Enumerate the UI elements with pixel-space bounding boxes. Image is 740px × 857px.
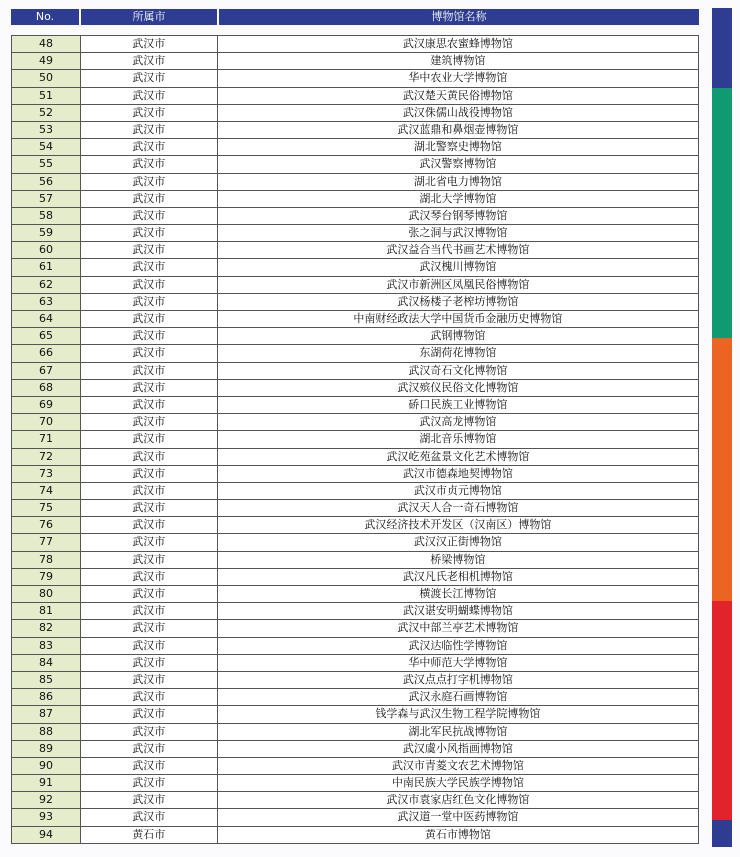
- cell-no: 58: [12, 208, 81, 225]
- table-row: [12, 620, 699, 637]
- table-row: [12, 534, 699, 551]
- cell-museum-name: 武汉槐川博物馆: [218, 259, 699, 276]
- cell-museum-name: 武汉蓝鼎和鼻烟壶博物馆: [218, 122, 699, 139]
- cell-no: 60: [12, 242, 81, 259]
- cell-no: 78: [12, 552, 81, 569]
- table-row: [12, 706, 699, 723]
- cell-museum-name: 武汉康思农蜜蜂博物馆: [218, 36, 699, 53]
- table-row: [12, 122, 699, 139]
- cell-city: 武汉市: [81, 225, 218, 242]
- table-row: [12, 603, 699, 620]
- cell-city: 武汉市: [81, 586, 218, 603]
- header-museum-name: 博物馆名称: [219, 9, 699, 25]
- cell-no: 79: [12, 569, 81, 586]
- table-row: [12, 689, 699, 706]
- decor-stripe-red: [712, 601, 732, 820]
- table-row: [12, 449, 699, 466]
- cell-museum-name: 武汉市新洲区凤凰民俗博物馆: [218, 277, 699, 294]
- cell-no: 72: [12, 449, 81, 466]
- cell-museum-name: 武汉杨楼子老榨坊博物馆: [218, 294, 699, 311]
- cell-no: 56: [12, 174, 81, 191]
- table-row: [12, 294, 699, 311]
- cell-museum-name: 武汉警察博物馆: [218, 156, 699, 173]
- cell-no: 66: [12, 345, 81, 362]
- cell-no: 75: [12, 500, 81, 517]
- cell-no: 64: [12, 311, 81, 328]
- table-row: [12, 586, 699, 603]
- cell-city: 武汉市: [81, 88, 218, 105]
- cell-city: 武汉市: [81, 380, 218, 397]
- table-row: [12, 552, 699, 569]
- table-row: [12, 208, 699, 225]
- table-row: [12, 638, 699, 655]
- cell-no: 68: [12, 380, 81, 397]
- cell-museum-name: 武汉市青菱文农艺术博物馆: [218, 758, 699, 775]
- cell-museum-name: 黄石市博物馆: [218, 827, 699, 844]
- table-row: [12, 672, 699, 689]
- cell-no: 51: [12, 88, 81, 105]
- cell-museum-name: 武汉益合当代书画艺术博物馆: [218, 242, 699, 259]
- cell-museum-name: 张之洞与武汉博物馆: [218, 225, 699, 242]
- cell-no: 49: [12, 53, 81, 70]
- cell-city: 武汉市: [81, 500, 218, 517]
- table-row: [12, 758, 699, 775]
- cell-museum-name: 武汉虞小风指画博物馆: [218, 741, 699, 758]
- cell-no: 59: [12, 225, 81, 242]
- decor-stripe-blue-top: [712, 8, 732, 88]
- cell-no: 57: [12, 191, 81, 208]
- cell-city: 武汉市: [81, 122, 218, 139]
- table-row: [12, 53, 699, 70]
- header-no: No.: [11, 9, 79, 25]
- cell-no: 93: [12, 809, 81, 826]
- cell-no: 77: [12, 534, 81, 551]
- cell-city: 武汉市: [81, 277, 218, 294]
- cell-no: 53: [12, 122, 81, 139]
- cell-no: 73: [12, 466, 81, 483]
- cell-museum-name: 武钢博物馆: [218, 328, 699, 345]
- table-row: [12, 225, 699, 242]
- cell-museum-name: 武汉谌安明蝴蝶博物馆: [218, 603, 699, 620]
- cell-city: 武汉市: [81, 689, 218, 706]
- cell-no: 48: [12, 36, 81, 53]
- cell-city: 武汉市: [81, 431, 218, 448]
- cell-city: 武汉市: [81, 758, 218, 775]
- table-row: [12, 741, 699, 758]
- cell-no: 71: [12, 431, 81, 448]
- cell-no: 69: [12, 397, 81, 414]
- cell-no: 86: [12, 689, 81, 706]
- cell-city: 武汉市: [81, 706, 218, 723]
- cell-city: 武汉市: [81, 311, 218, 328]
- cell-museum-name: 武汉凡氏老相机博物馆: [218, 569, 699, 586]
- cell-no: 62: [12, 277, 81, 294]
- cell-museum-name: 武汉市德森地契博物馆: [218, 466, 699, 483]
- table-row: [12, 156, 699, 173]
- table-row: [12, 414, 699, 431]
- table-row: [12, 70, 699, 87]
- cell-city: 黄石市: [81, 827, 218, 844]
- cell-city: 武汉市: [81, 397, 218, 414]
- cell-city: 武汉市: [81, 70, 218, 87]
- cell-city: 武汉市: [81, 809, 218, 826]
- cell-city: 武汉市: [81, 517, 218, 534]
- table-row: [12, 36, 699, 53]
- table-row: [12, 397, 699, 414]
- table-row: [12, 500, 699, 517]
- table-row: [12, 191, 699, 208]
- cell-city: 武汉市: [81, 156, 218, 173]
- cell-city: 武汉市: [81, 139, 218, 156]
- cell-city: 武汉市: [81, 483, 218, 500]
- cell-museum-name: 湖北音乐博物馆: [218, 431, 699, 448]
- cell-no: 94: [12, 827, 81, 844]
- cell-no: 83: [12, 638, 81, 655]
- cell-no: 81: [12, 603, 81, 620]
- cell-city: 武汉市: [81, 620, 218, 637]
- cell-museum-name: 湖北军民抗战博物馆: [218, 724, 699, 741]
- cell-museum-name: 中南民族大学民族学博物馆: [218, 775, 699, 792]
- cell-no: 74: [12, 483, 81, 500]
- cell-city: 武汉市: [81, 174, 218, 191]
- cell-museum-name: 武汉天人合一奇石博物馆: [218, 500, 699, 517]
- cell-museum-name: 武汉楚天黄民俗博物馆: [218, 88, 699, 105]
- cell-no: 61: [12, 259, 81, 276]
- cell-city: 武汉市: [81, 414, 218, 431]
- cell-no: 87: [12, 706, 81, 723]
- table-row: [12, 792, 699, 809]
- cell-no: 88: [12, 724, 81, 741]
- table-row: [12, 174, 699, 191]
- header-city: 所属市: [81, 9, 217, 25]
- cell-no: 82: [12, 620, 81, 637]
- cell-no: 67: [12, 363, 81, 380]
- table-row: [12, 517, 699, 534]
- table-row: [12, 242, 699, 259]
- cell-city: 武汉市: [81, 724, 218, 741]
- cell-museum-name: 武汉汉正街博物馆: [218, 534, 699, 551]
- cell-city: 武汉市: [81, 792, 218, 809]
- cell-museum-name: 湖北警察史博物馆: [218, 139, 699, 156]
- table-row: [12, 345, 699, 362]
- cell-museum-name: 横渡长江博物馆: [218, 586, 699, 603]
- table-header: [11, 9, 699, 25]
- cell-city: 武汉市: [81, 208, 218, 225]
- table-row: [12, 105, 699, 122]
- cell-museum-name: 东湖荷花博物馆: [218, 345, 699, 362]
- cell-museum-name: 钱学森与武汉生物工程学院博物馆: [218, 706, 699, 723]
- decor-stripe-blue-bottom: [712, 820, 732, 847]
- cell-city: 武汉市: [81, 655, 218, 672]
- cell-city: 武汉市: [81, 569, 218, 586]
- cell-museum-name: 武汉琴台钢琴博物馆: [218, 208, 699, 225]
- table-row: [12, 139, 699, 156]
- table-row: [12, 328, 699, 345]
- table-row: [12, 655, 699, 672]
- cell-museum-name: 武汉达临性学博物馆: [218, 638, 699, 655]
- cell-no: 76: [12, 517, 81, 534]
- cell-city: 武汉市: [81, 466, 218, 483]
- cell-city: 武汉市: [81, 638, 218, 655]
- cell-museum-name: 武汉奇石文化博物馆: [218, 363, 699, 380]
- cell-museum-name: 湖北大学博物馆: [218, 191, 699, 208]
- cell-city: 武汉市: [81, 345, 218, 362]
- cell-city: 武汉市: [81, 294, 218, 311]
- decor-stripe-orange: [712, 338, 732, 601]
- cell-museum-name: 华中师范大学博物馆: [218, 655, 699, 672]
- cell-no: 52: [12, 105, 81, 122]
- cell-no: 85: [12, 672, 81, 689]
- table-row: [12, 724, 699, 741]
- cell-museum-name: 武汉点点打字机博物馆: [218, 672, 699, 689]
- cell-city: 武汉市: [81, 105, 218, 122]
- cell-no: 55: [12, 156, 81, 173]
- cell-city: 武汉市: [81, 534, 218, 551]
- cell-no: 50: [12, 70, 81, 87]
- table-row: [12, 827, 699, 844]
- cell-museum-name: 武汉道一堂中医药博物馆: [218, 809, 699, 826]
- cell-city: 武汉市: [81, 449, 218, 466]
- cell-no: 84: [12, 655, 81, 672]
- table-row: [12, 380, 699, 397]
- cell-no: 54: [12, 139, 81, 156]
- cell-city: 武汉市: [81, 259, 218, 276]
- cell-museum-name: 中南财经政法大学中国货币金融历史博物馆: [218, 311, 699, 328]
- cell-city: 武汉市: [81, 363, 218, 380]
- cell-museum-name: 武汉殡仪民俗文化博物馆: [218, 380, 699, 397]
- cell-museum-name: 桥梁博物馆: [218, 552, 699, 569]
- cell-city: 武汉市: [81, 328, 218, 345]
- cell-city: 武汉市: [81, 53, 218, 70]
- cell-museum-name: 武汉永庭石画博物馆: [218, 689, 699, 706]
- cell-museum-name: 武汉侏儒山战役博物馆: [218, 105, 699, 122]
- cell-city: 武汉市: [81, 775, 218, 792]
- cell-city: 武汉市: [81, 603, 218, 620]
- decor-stripe-green: [712, 88, 732, 338]
- cell-city: 武汉市: [81, 552, 218, 569]
- table-row: [12, 431, 699, 448]
- cell-no: 63: [12, 294, 81, 311]
- cell-museum-name: 武汉屹苑盆景文化艺术博物馆: [218, 449, 699, 466]
- cell-museum-name: 建筑博物馆: [218, 53, 699, 70]
- cell-museum-name: 武汉中部兰亭艺术博物馆: [218, 620, 699, 637]
- table-row: [12, 363, 699, 380]
- table-row: [12, 569, 699, 586]
- cell-no: 65: [12, 328, 81, 345]
- cell-museum-name: 湖北省电力博物馆: [218, 174, 699, 191]
- cell-museum-name: 武汉高龙博物馆: [218, 414, 699, 431]
- cell-city: 武汉市: [81, 242, 218, 259]
- table-row: [12, 88, 699, 105]
- cell-no: 89: [12, 741, 81, 758]
- cell-no: 80: [12, 586, 81, 603]
- cell-no: 90: [12, 758, 81, 775]
- cell-museum-name: 硚口民族工业博物馆: [218, 397, 699, 414]
- table-row: [12, 775, 699, 792]
- museum-table: [11, 35, 699, 844]
- cell-city: 武汉市: [81, 36, 218, 53]
- table-row: [12, 259, 699, 276]
- cell-museum-name: 武汉市袁家店红色文化博物馆: [218, 792, 699, 809]
- table-row: [12, 311, 699, 328]
- table-row: [12, 809, 699, 826]
- cell-city: 武汉市: [81, 672, 218, 689]
- cell-city: 武汉市: [81, 741, 218, 758]
- cell-no: 70: [12, 414, 81, 431]
- table-row: [12, 466, 699, 483]
- cell-museum-name: 武汉经济技术开发区（汉南区）博物馆: [218, 517, 699, 534]
- table-row: [12, 277, 699, 294]
- cell-museum-name: 华中农业大学博物馆: [218, 70, 699, 87]
- table-row: [12, 483, 699, 500]
- cell-no: 91: [12, 775, 81, 792]
- cell-no: 92: [12, 792, 81, 809]
- cell-city: 武汉市: [81, 191, 218, 208]
- cell-museum-name: 武汉市贞元博物馆: [218, 483, 699, 500]
